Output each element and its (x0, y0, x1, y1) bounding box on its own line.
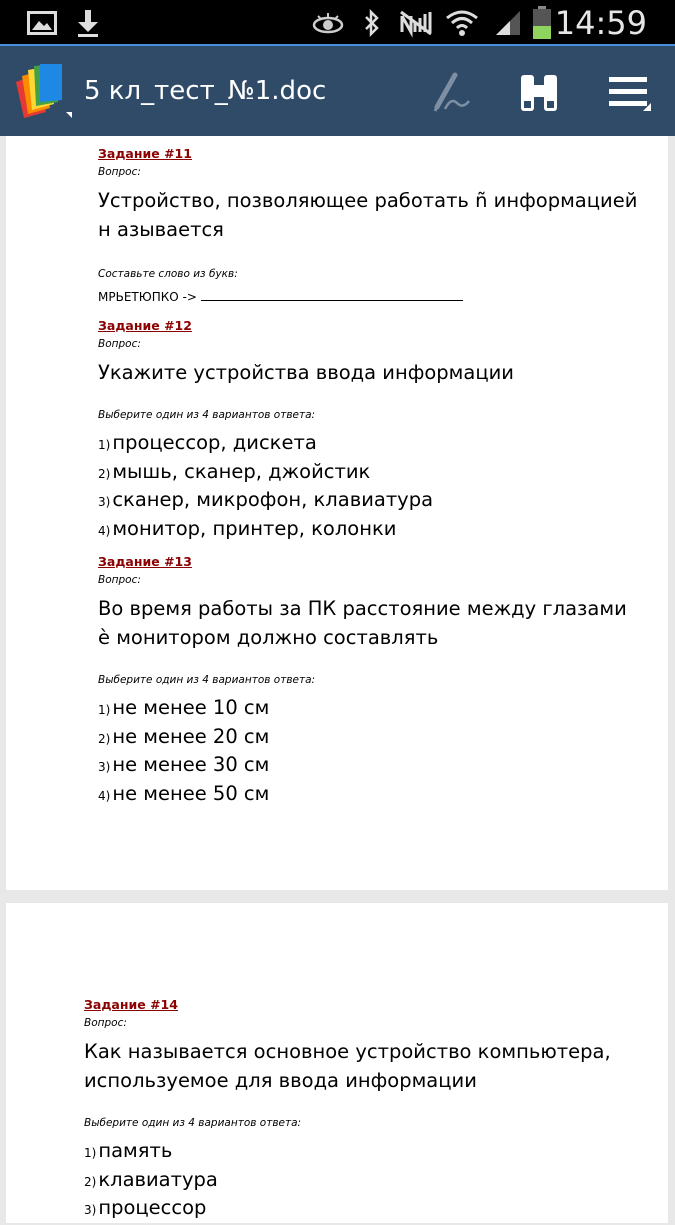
options-list (98, 429, 638, 543)
task-11 (98, 146, 638, 304)
task-14 (84, 997, 624, 1223)
eye-icon (312, 0, 344, 46)
mute-icon (398, 0, 434, 46)
question-text: Как называется основное устройство компьютера, используемое для ввода информации (84, 1040, 611, 1092)
task-label: Задание #13 (98, 554, 192, 569)
binoculars-icon[interactable] (514, 68, 564, 118)
instruction: Составьте слово из букв: (98, 268, 238, 280)
option-item[interactable]: 1) не менее 10 см (98, 696, 270, 719)
download-icon (74, 0, 102, 46)
option-item[interactable]: 4) монитор, принтер, колонки (98, 516, 397, 540)
option-item[interactable]: 4) не менее 50 см (98, 781, 270, 805)
instruction: Выберите один из 4 вариантов ответа: (98, 409, 316, 421)
signal-icon (492, 0, 524, 46)
scramble-word: МРЬЕТЮПКО -> (98, 290, 197, 304)
document-page (6, 136, 668, 890)
options-list (98, 694, 638, 808)
option-item[interactable]: 3) сканер, микрофон, клавиатура (98, 488, 434, 511)
question-label: Вопрос: (98, 574, 141, 586)
app-bar (0, 46, 675, 136)
task-13 (98, 554, 638, 808)
image-icon (26, 0, 58, 46)
task-12 (98, 318, 638, 543)
status-bar (0, 0, 675, 46)
question-text: Устройство, позволяющее работать ñ информацией н азывается (98, 189, 638, 241)
option-item[interactable]: 1) память (84, 1139, 173, 1162)
option-item[interactable]: 3) процессор (84, 1196, 207, 1219)
wifi-icon (444, 0, 480, 46)
options-list (84, 1137, 624, 1223)
document-page (6, 903, 668, 1223)
instruction: Выберите один из 4 вариантов ответа: (98, 674, 316, 686)
option-item[interactable]: 3) не менее 30 см (98, 753, 270, 776)
question-label: Вопрос: (84, 1017, 127, 1029)
clock: 14:59 (554, 4, 647, 42)
option-item[interactable]: 2) не менее 20 см (98, 724, 270, 748)
question-label: Вопрос: (98, 338, 141, 350)
instruction: Выберите один из 4 вариантов ответа: (84, 1117, 302, 1129)
scramble-line (98, 290, 638, 304)
task-label: Задание #12 (98, 318, 192, 333)
bluetooth-icon (360, 0, 384, 46)
question-text: Во время работы за ПК расстояние между глазами è монитором должно составлять (98, 597, 627, 649)
question-label: Вопрос: (98, 166, 141, 178)
option-item[interactable]: 2) клавиатура (84, 1167, 218, 1191)
pen-icon[interactable] (424, 68, 474, 118)
task-label: Задание #11 (98, 146, 192, 161)
battery-icon (530, 0, 554, 46)
document-title: 5 кл_тест_№1.doc (84, 76, 327, 106)
question-text: Укажите устройства ввода информации (98, 361, 514, 384)
option-item[interactable]: 2) мышь, сканер, джойстик (98, 459, 371, 483)
app-logo-icon[interactable] (8, 60, 74, 126)
option-item[interactable]: 1) процессор, дискета (98, 431, 317, 454)
menu-icon[interactable] (604, 68, 654, 118)
answer-blank[interactable] (201, 293, 463, 301)
task-label: Задание #14 (84, 997, 178, 1012)
